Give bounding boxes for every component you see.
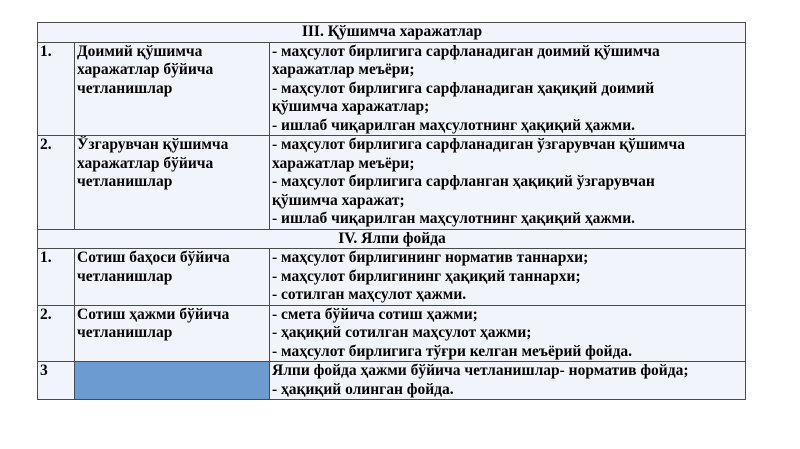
detail-line: харажатлар меъёри; xyxy=(272,61,415,78)
detail-line: - маҳсулот бирлигига сарфланган ҳақиқий ўзгарувчан xyxy=(272,173,655,190)
row-number: 1. xyxy=(38,249,75,306)
detail-line: - ишлаб чиқарилган маҳсулотнинг ҳақиқий ҳажми. xyxy=(272,210,636,227)
row-number: 3 xyxy=(38,362,75,400)
table-row xyxy=(38,42,746,136)
detail-line: қўшимча харажатлар; xyxy=(272,98,430,115)
variance-name-line: четланишлар xyxy=(77,267,173,285)
variance-name-line: четланишлар xyxy=(77,173,173,190)
detail-line: - ҳақиқий олинган фойда. xyxy=(272,380,454,398)
detail-line: - сотилган маҳсулот ҳажми. xyxy=(272,286,467,303)
variance-name-line: четланишлар xyxy=(77,324,173,341)
detail-line: - маҳсулот бирлигига сарфланадиган ўзгарувчан қўшимча xyxy=(272,136,685,153)
variance-name-line: четланишлар xyxy=(77,79,173,97)
variance-name-line: Сотиш ҳажми бўйича xyxy=(77,305,230,323)
detail-line: - маҳсулот бирлигига сарфланадиган доимий қўшимча xyxy=(272,42,660,60)
variance-name-line: Ўзгарувчан қўшимча xyxy=(77,136,229,153)
variance-details-cell xyxy=(270,136,746,230)
detail-line: харажатлар меъёри; xyxy=(272,154,415,172)
variance-name-line: Сотиш баҳоси бўйича xyxy=(77,249,230,266)
table-row xyxy=(38,305,746,362)
variance-name-cell xyxy=(75,305,270,362)
row-number: 2. xyxy=(38,136,75,230)
table-row xyxy=(38,249,746,306)
detail-line: - маҳсулот бирлигига сарфланадиган ҳақиқий доимий xyxy=(272,79,655,97)
section-header-row xyxy=(38,229,746,249)
variance-name-line: Доимий қўшимча xyxy=(77,42,203,60)
section-title: III. Қўшимча харажатлар xyxy=(38,23,746,43)
detail-line: - смета бўйича сотиш ҳажми; xyxy=(272,305,478,323)
variance-name-line: харажатлар бўйича xyxy=(77,61,214,78)
section-title: IV. Ялпи фойда xyxy=(38,229,746,249)
variance-details-cell xyxy=(270,42,746,136)
section-header-row xyxy=(38,23,746,43)
table-row xyxy=(38,136,746,230)
variance-name-cell xyxy=(75,249,270,306)
variance-details-cell xyxy=(270,362,746,400)
detail-line: - ҳақиқий сотилган маҳсулот ҳажми; xyxy=(272,324,532,341)
detail-line: - ишлаб чиқарилган маҳсулотнинг ҳақиқий ҳажми. xyxy=(272,116,636,134)
detail-line: - маҳсулот бирлигига тўғри келган меъёрий фойда. xyxy=(272,342,633,360)
variance-details-cell xyxy=(270,305,746,362)
variance-name-cell xyxy=(75,42,270,136)
detail-line: қўшимча харажат; xyxy=(272,191,405,209)
detail-line: - маҳсулот бирлигининг норматив таннархи; xyxy=(272,249,589,266)
highlighted-empty-cell xyxy=(75,362,270,400)
variance-table xyxy=(37,22,746,400)
detail-line: - маҳсулот бирлигининг ҳақиқий таннархи; xyxy=(272,267,581,285)
variance-name-line: харажатлар бўйича xyxy=(77,154,214,172)
variance-details-cell xyxy=(270,249,746,306)
variance-name-cell xyxy=(75,136,270,230)
detail-line: Ялпи фойда ҳажми бўйича четланишлар- норматив фойда; xyxy=(272,362,689,379)
table-row xyxy=(38,362,746,400)
row-number: 2. xyxy=(38,305,75,362)
row-number: 1. xyxy=(38,42,75,136)
